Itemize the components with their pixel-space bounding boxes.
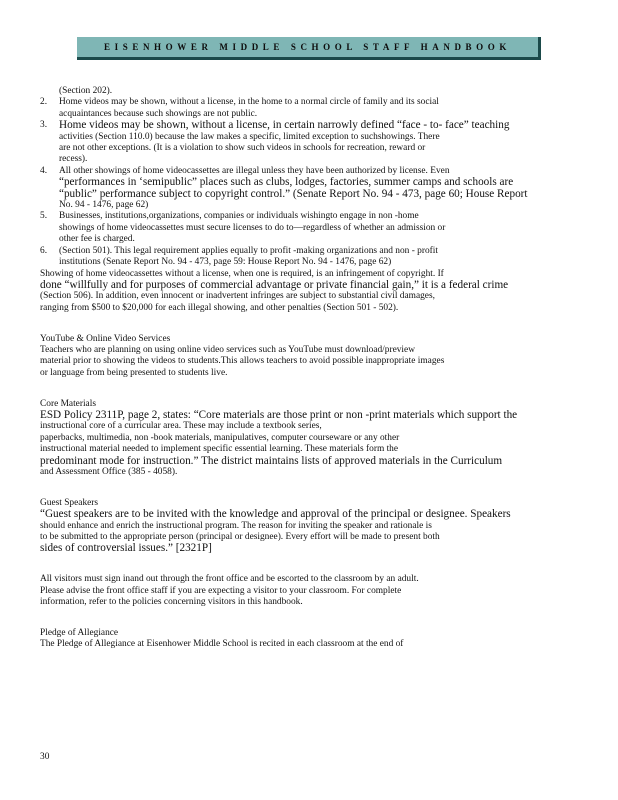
- paragraph-line: instructional core of a curricular area. These may include a textbook series,: [40, 421, 322, 432]
- paragraph-line: (Section 506). In addition, even innocent or inadvertent infringes are subject to substantial civil damages,: [40, 291, 435, 302]
- paragraph-line: information, refer to the policies concerning visitors in this handbook.: [40, 597, 303, 607]
- paragraph-line: sides of controversial issues.” [2321P]: [40, 542, 212, 555]
- list-item: [40, 97, 570, 120]
- paragraph-line: instructional material needed to implement specific essential learning. These materials form the: [40, 444, 399, 455]
- list-line: (Section 501). This legal requirement applies equally to profit -making organizations and non - profit: [59, 245, 438, 256]
- paragraph-line: Please advise the front office staff if you are expecting a visitor to your classroom. For complete: [40, 585, 402, 596]
- section-heading: Core Materials: [40, 398, 96, 409]
- list-item: [40, 120, 570, 166]
- list-line: No. 94 - 1476, page 62): [59, 200, 149, 211]
- list-number: 2.: [40, 97, 48, 108]
- paragraph-line: done “willfully and for purposes of commercial advantage or private financial gain,” it is a federal crime: [40, 278, 509, 291]
- pledge-section: [40, 628, 570, 651]
- paragraph-line: The Pledge of Allegiance at Eisenhower Middle School is recited in each classroom at the end of: [40, 639, 404, 650]
- paragraph-line: or language from being presented to students live.: [40, 367, 228, 378]
- paragraph-line: ESD Policy 2311P, page 2, states: “Core materials are those print or non -print materials which support the: [40, 408, 518, 421]
- paragraph-line: predominant mode for instruction.” The district maintains lists of approved materials in the Curriculum: [40, 454, 503, 467]
- list-number: 6.: [40, 245, 48, 256]
- list-item: [40, 166, 570, 212]
- list-line: “performances in ‘semipublic” places such as clubs, lodges, factories, summer camps and schools are: [59, 176, 514, 189]
- guest-speakers-section: [40, 498, 570, 555]
- list-line: showings of home videocassettes must secure licenses to do to—regardless of whether an admission or: [59, 222, 446, 233]
- list-item: [40, 211, 570, 245]
- list-line: All other showings of home videocassettes are illegal unless they have been authorized by license. Even: [59, 165, 450, 176]
- copyright-paragraph: [40, 269, 570, 315]
- list-line: “public” performance subject to copyright control.” (Senate Report No. 94 - 473, page 60; House Report: [59, 187, 528, 200]
- paragraph-line: to be submitted to the appropriate person (principal or designee). Every effort will be made to present both: [40, 531, 440, 542]
- section-heading: Pledge of Allegiance: [40, 627, 119, 638]
- paragraph-line: “Guest speakers are to be invited with the knowledge and approval of the principal or designee. Speakers: [40, 508, 511, 521]
- list-number: 3.: [40, 120, 48, 131]
- paragraph-line: material prior to showing the videos to students.This allows teachers to avoid possible inappropriate images: [40, 356, 445, 367]
- paragraph-line: ranging from $500 to $20,000 for each illegal showing, and other penalties (Section 501 - 502).: [40, 302, 399, 313]
- page-number: 30: [40, 752, 50, 762]
- page-body: [40, 86, 570, 651]
- list-line: institutions (Senate Report No. 94 - 473, page 59: House Report No. 94 - 1476, page 62): [59, 257, 392, 268]
- list-line: other fee is charged.: [59, 234, 135, 245]
- paragraph-line: and Assessment Office (385 - 4058).: [40, 466, 178, 477]
- list-line: Home videos may be shown, without a license, in the home to a normal circle of family and its social: [59, 97, 439, 108]
- list-line: Businesses, institutions,organizations, companies or individuals wishingto engage in non -home: [59, 211, 419, 222]
- list-line: acquaintances because such showings are not public.: [59, 108, 258, 119]
- core-materials-section: [40, 399, 570, 479]
- list-number: 4.: [40, 165, 48, 176]
- section-heading: Guest Speakers: [40, 497, 99, 508]
- list-line: are not other exceptions. (It is a violation to show such videos in schools for recreation, reward or: [59, 143, 426, 154]
- list-number: 5.: [40, 211, 48, 222]
- paragraph-line: Showing of home videocassettes without a license, when one is required, is an infringement of copyright. If: [40, 268, 444, 279]
- paragraph-line: paperbacks, multimedia, non -book materials, manipulatives, computer courseware or any other: [40, 432, 400, 443]
- list-line: activities (Section 110.0) because the law makes a specific, limited exception to suchshowings. There: [59, 131, 440, 142]
- section-heading: YouTube & Online Video Services: [40, 333, 171, 344]
- list-item: [40, 246, 570, 269]
- paragraph-line: Teachers who are planning on using online video services such as YouTube must download/preview: [40, 344, 415, 355]
- paragraph-line: should enhance and enrich the instructional program. The reason for inviting the speaker and rationale is: [40, 520, 432, 531]
- list-line: recess).: [59, 154, 88, 165]
- handbook-header-banner: [77, 37, 541, 60]
- youtube-section: [40, 334, 570, 380]
- visitors-section: [40, 574, 570, 608]
- section-202-line: (Section 202).: [59, 86, 113, 96]
- handbook-title: EISENHOWER MIDDLE SCHOOL STAFF HANDBOOK: [104, 42, 511, 52]
- paragraph-line: All visitors must sign inand out through the front office and be escorted to the classroom by an adult.: [40, 574, 419, 585]
- list-line: Home videos may be shown, without a license, in certain narrowly defined “face - to- face” teaching: [59, 119, 510, 132]
